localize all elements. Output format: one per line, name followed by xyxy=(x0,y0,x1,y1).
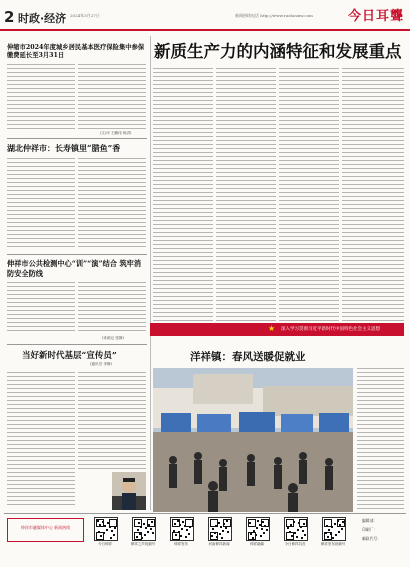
qr-module xyxy=(150,528,152,530)
qr-module xyxy=(212,528,214,530)
qr-code-label: 伸祥发布视频号 xyxy=(320,542,346,546)
qr-module xyxy=(140,526,142,528)
page-number: 2 xyxy=(4,8,15,26)
qr-module xyxy=(300,526,302,528)
article-body-productivity-3 xyxy=(279,68,339,322)
qr-module xyxy=(137,529,139,531)
headline-productivity[interactable]: 新质生产力的内涵特征和发展重点 xyxy=(154,42,402,61)
qr-module xyxy=(339,524,341,526)
article-body-fish-2 xyxy=(78,158,146,250)
article-body-insurance-2 xyxy=(78,64,146,130)
newspaper-logo: 今日耳聾 xyxy=(347,9,404,24)
qr-module xyxy=(186,529,188,531)
divider xyxy=(7,254,147,255)
qr-module xyxy=(296,536,298,538)
qr-code-label: 伸祥发布 xyxy=(174,542,188,546)
qr-module xyxy=(220,526,222,528)
qr-module xyxy=(104,525,106,527)
qr-module xyxy=(253,530,255,532)
qr-module xyxy=(328,529,330,531)
qr-module xyxy=(342,521,344,523)
qr-module xyxy=(302,530,304,532)
qr-module xyxy=(100,535,102,537)
qr-module xyxy=(175,534,177,536)
slogan-banner xyxy=(150,323,404,336)
byline-fire: (来源记 张静) xyxy=(102,336,124,340)
job-fair-photo xyxy=(153,368,353,512)
qr-module xyxy=(173,530,175,532)
article-body-propaganda xyxy=(7,372,75,507)
slogan-text: 深入学习贯彻习近平新时代中国特色社会主义思想 xyxy=(281,327,380,332)
footer-label: 邮政代号： xyxy=(362,536,381,541)
qr-module xyxy=(181,528,183,530)
qr-module xyxy=(304,534,306,536)
qr-module xyxy=(266,529,268,531)
qr-module xyxy=(287,527,289,529)
qr-module xyxy=(326,525,328,527)
qr-module xyxy=(218,522,220,524)
qr-module xyxy=(97,520,99,522)
qr-module xyxy=(145,527,147,529)
qr-module xyxy=(291,535,293,537)
qr-module xyxy=(223,523,225,525)
article-body-insurance xyxy=(7,64,75,130)
qr-module xyxy=(144,534,146,536)
qr-module xyxy=(255,534,257,536)
qr-module xyxy=(215,525,217,527)
qr-module xyxy=(337,520,339,522)
qr-module xyxy=(335,534,337,536)
qr-code-label: 伸祥融媒 xyxy=(250,542,264,546)
qr-code-label: 伸祥之声视频号 xyxy=(130,542,156,546)
footer-info xyxy=(362,518,406,548)
qr-module xyxy=(214,532,216,534)
qr-module xyxy=(226,520,228,522)
qr-module xyxy=(179,524,181,526)
masthead xyxy=(0,0,410,34)
qr-module xyxy=(151,521,153,523)
qr-module xyxy=(290,524,292,526)
qr-module xyxy=(111,530,113,532)
qr-module xyxy=(211,535,213,537)
qr-module xyxy=(102,521,104,523)
byline-insurance: (文/评 王鹏伟 杨洪) xyxy=(100,131,132,135)
qr-module xyxy=(152,532,154,534)
footer-label: 印刷厂： xyxy=(362,527,378,532)
qr-code[interactable] xyxy=(132,517,156,541)
qr-module xyxy=(109,526,111,528)
qr-module xyxy=(250,533,252,535)
qr-module xyxy=(297,529,299,531)
qr-module xyxy=(294,532,296,534)
qr-module xyxy=(332,537,334,539)
column-divider xyxy=(150,36,151,510)
qr-module xyxy=(216,536,218,538)
qr-module xyxy=(325,532,327,534)
headline-fish[interactable]: 湖北仲祥市：长寿镇里“腊鱼”香 xyxy=(7,143,121,153)
qr-module xyxy=(338,531,340,533)
qr-module xyxy=(225,527,227,529)
qr-module xyxy=(147,531,149,533)
qr-module xyxy=(103,532,105,534)
qr-module xyxy=(189,526,191,528)
qr-module xyxy=(106,529,108,531)
divider xyxy=(7,344,147,345)
qr-module xyxy=(260,535,262,537)
qr-module xyxy=(330,533,332,535)
qr-module xyxy=(303,523,305,525)
qr-module xyxy=(182,521,184,523)
qr-module xyxy=(221,537,223,539)
qr-code[interactable] xyxy=(322,517,346,541)
qr-module xyxy=(136,536,138,538)
qr-module xyxy=(256,527,258,529)
footer-rule xyxy=(4,513,406,514)
qr-module xyxy=(327,536,329,538)
ad-text: 伸祥市融媒体中心 新闻热线 xyxy=(20,525,71,530)
qr-module xyxy=(298,522,300,524)
qr-code[interactable] xyxy=(94,517,118,541)
qr-module xyxy=(259,524,261,526)
qr-module xyxy=(188,533,190,535)
headline-fire-safety[interactable]: 伸祥市公共检测中心“训”“演”结合 筑牢消防安全防线 xyxy=(7,259,142,278)
qr-module xyxy=(98,531,100,533)
header-rule xyxy=(0,29,410,31)
qr-module xyxy=(180,535,182,537)
qr-module xyxy=(264,525,266,527)
qr-module xyxy=(113,534,115,536)
qr-module xyxy=(178,531,180,533)
qr-module xyxy=(331,526,333,528)
headline-insurance[interactable]: 伸缩市2024年度城乡居民基本医疗保险集中参保缴费延长至3月31日 xyxy=(7,44,145,59)
qr-module xyxy=(293,521,295,523)
headline-propaganda[interactable]: 当好新时代基层“宣传员” xyxy=(22,351,117,361)
qr-module xyxy=(289,531,291,533)
byline-propaganda: (通讯员 李静) xyxy=(90,362,112,366)
qr-module xyxy=(341,528,343,530)
qr-module xyxy=(219,533,221,535)
divider xyxy=(7,138,147,139)
article-body-fish xyxy=(7,158,75,250)
qr-module xyxy=(334,523,336,525)
qr-module xyxy=(261,528,263,530)
ad-block xyxy=(7,518,84,542)
qr-code[interactable] xyxy=(284,517,308,541)
qr-code[interactable] xyxy=(246,517,270,541)
qr-module xyxy=(139,533,141,535)
qr-module xyxy=(184,525,186,527)
portrait-photo xyxy=(112,472,146,510)
article-body-employment xyxy=(357,368,404,512)
qr-code-label: 今日伸祥 xyxy=(98,542,112,546)
article-body-productivity-2 xyxy=(216,68,276,322)
article-body-propaganda-2 xyxy=(78,372,146,472)
qr-module xyxy=(114,527,116,529)
slogan-star-icon: ★ xyxy=(268,324,276,333)
hotline-site: 新闻热线电话 http://www.ruzhouxw.com xyxy=(235,13,313,18)
qr-module xyxy=(141,537,143,539)
qr-module xyxy=(257,520,259,522)
qr-module xyxy=(177,520,179,522)
article-body-productivity-4 xyxy=(342,68,404,322)
qr-module xyxy=(107,522,109,524)
qr-module xyxy=(222,530,224,532)
qr-module xyxy=(138,522,140,524)
qr-module xyxy=(252,537,254,539)
qr-module xyxy=(263,532,265,534)
qr-module xyxy=(143,523,145,525)
qr-code[interactable] xyxy=(170,517,194,541)
qr-module xyxy=(148,524,150,526)
article-body-fire xyxy=(7,282,75,334)
qr-module xyxy=(185,536,187,538)
qr-module xyxy=(227,531,229,533)
section-name: 时政·经济 xyxy=(18,12,67,25)
qr-module xyxy=(99,524,101,526)
qr-module xyxy=(249,522,251,524)
article-body-productivity-1 xyxy=(153,68,213,322)
footer-label: 编辑部： xyxy=(362,518,378,523)
issue-date: 2024年3月27日 xyxy=(70,13,100,18)
qr-module xyxy=(110,537,112,539)
article-body-fire-2 xyxy=(78,282,146,334)
qr-module xyxy=(262,521,264,523)
qr-code-label: 今日伸祥抖音 xyxy=(284,542,306,546)
qr-code[interactable] xyxy=(208,517,232,541)
qr-code-label: 河南伸祥新闻 xyxy=(208,542,230,546)
qr-module xyxy=(301,537,303,539)
headline-employment[interactable]: 洋祥镇：春风送暖促就业 xyxy=(190,351,306,363)
qr-module xyxy=(174,523,176,525)
